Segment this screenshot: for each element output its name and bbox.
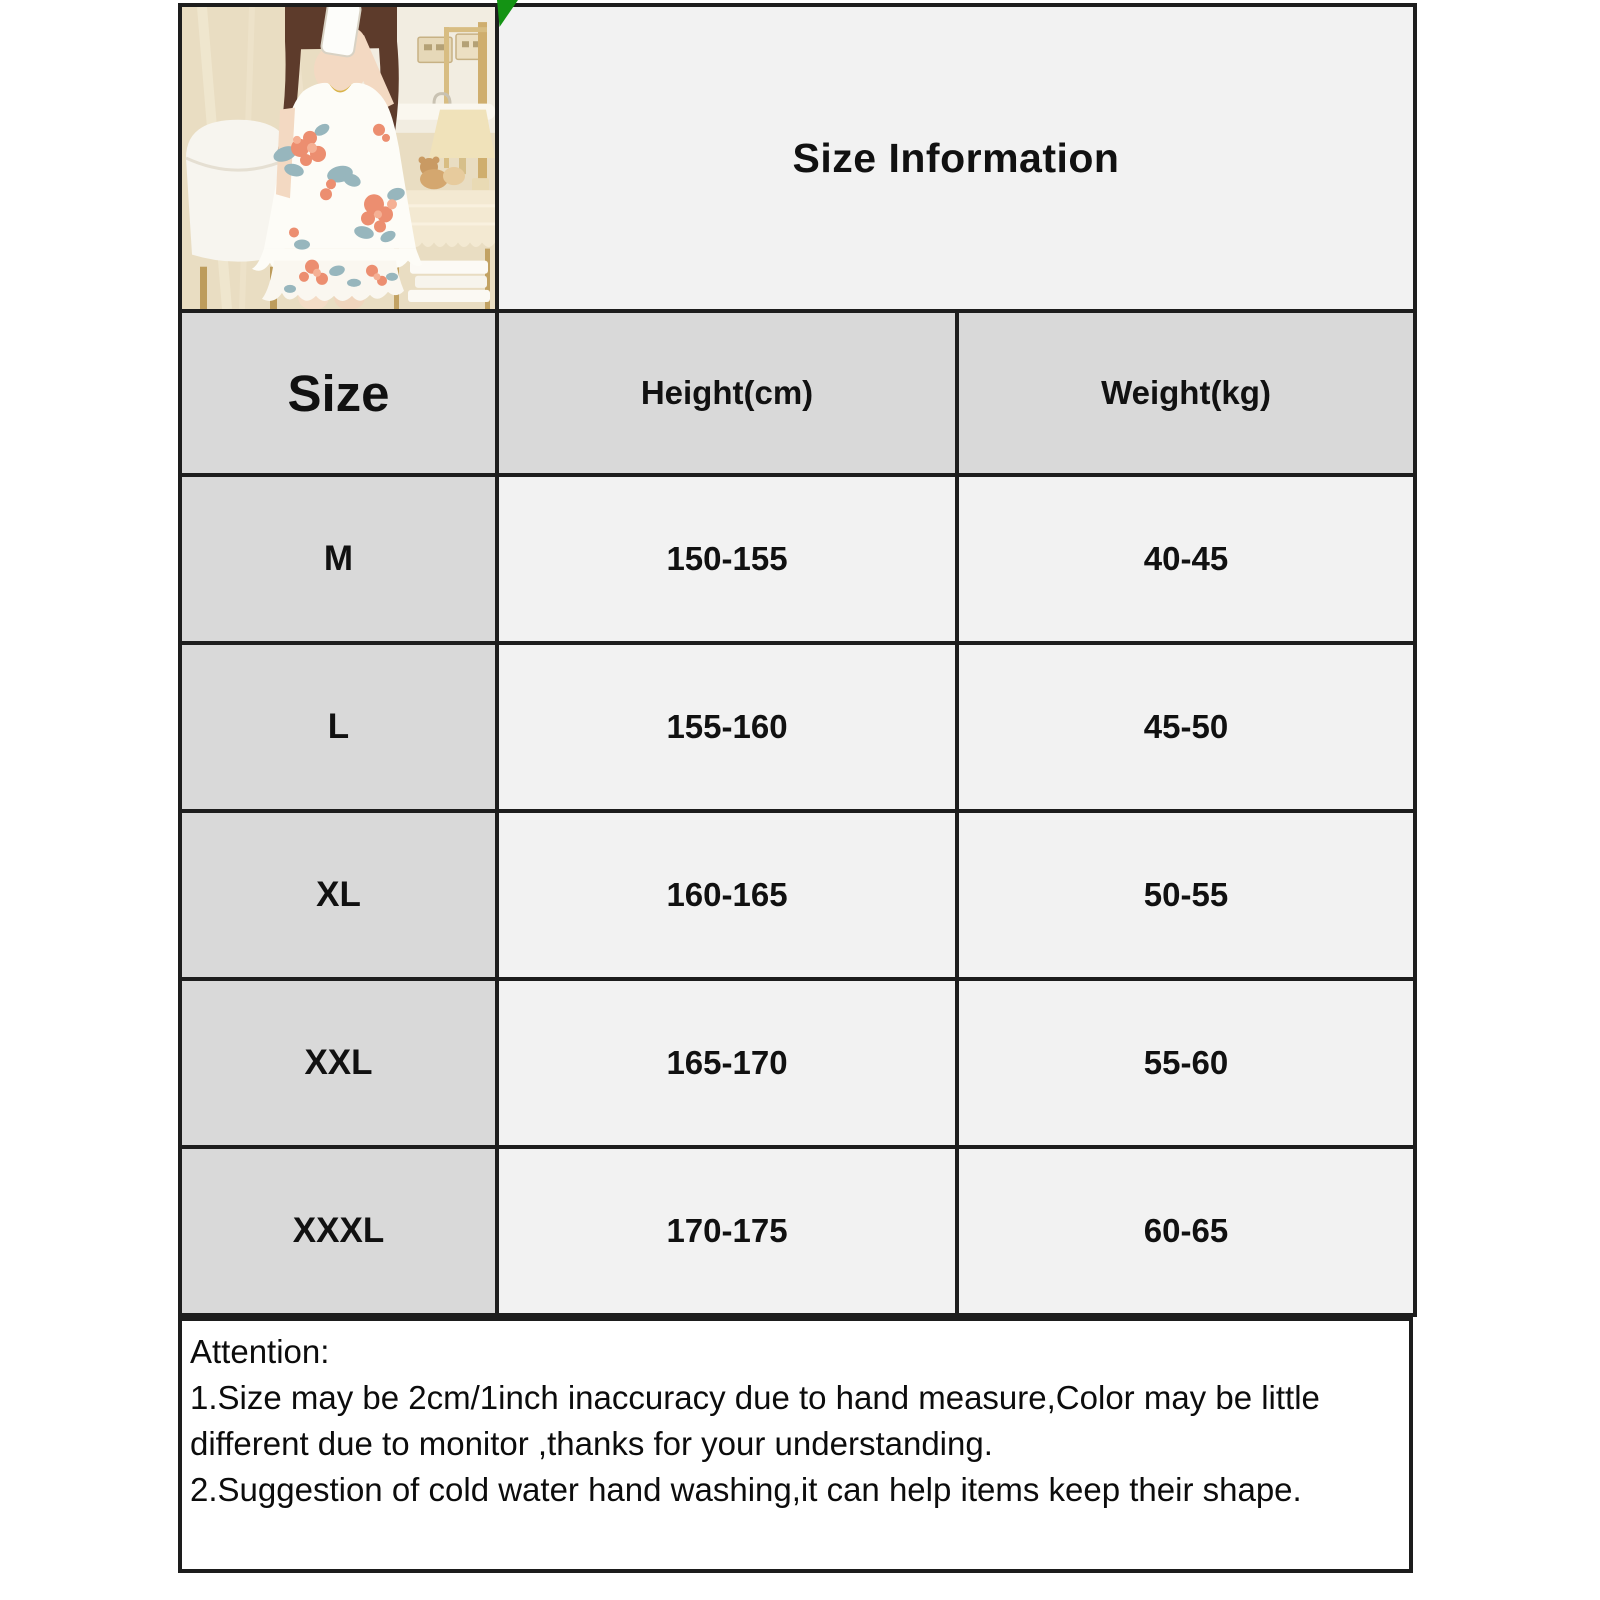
height-value: 160-165 [497,811,957,979]
weight-value: 40-45 [957,475,1415,643]
table-header-row [180,311,1415,475]
weight-value: 55-60 [957,979,1415,1147]
attention-note [178,1317,1413,1573]
attention-line-1: 1.Size may be 2cm/1inch inaccuracy due to hand measure,Color may be little [190,1379,1320,1416]
size-chart-sheet [178,3,1413,1573]
column-header-weight: Weight(kg) [957,311,1415,475]
corner-marker-icon [497,0,518,27]
size-table [178,3,1417,1317]
table-row-xl [180,811,1415,979]
product-photo-illustration [182,7,495,309]
table-row-l [180,643,1415,811]
size-label: XXL [180,979,497,1147]
column-header-height: Height(cm) [497,311,957,475]
height-value: 165-170 [497,979,957,1147]
weight-value: 45-50 [957,643,1415,811]
table-row-xxxl [180,1147,1415,1315]
weight-value: 60-65 [957,1147,1415,1315]
weight-value: 50-55 [957,811,1415,979]
page-title: Size Information [792,134,1120,181]
height-value: 150-155 [497,475,957,643]
table-row-xxl [180,979,1415,1147]
size-label: L [180,643,497,811]
height-value: 170-175 [497,1147,957,1315]
wall-switch-plates [418,34,486,62]
size-label: XL [180,811,497,979]
title-cell [497,5,1415,311]
attention-line-2: different due to monitor ,thanks for your understanding. [190,1425,993,1462]
size-label: XXXL [180,1147,497,1315]
column-header-size: Size [180,311,497,475]
size-label: M [180,475,497,643]
attention-heading: Attention: [190,1333,330,1370]
product-photo [180,5,497,311]
table-row-m [180,475,1415,643]
attention-line-3: 2.Suggestion of cold water hand washing,it can help items keep their shape. [190,1471,1302,1508]
height-value: 155-160 [497,643,957,811]
top-band-row [180,5,1415,311]
